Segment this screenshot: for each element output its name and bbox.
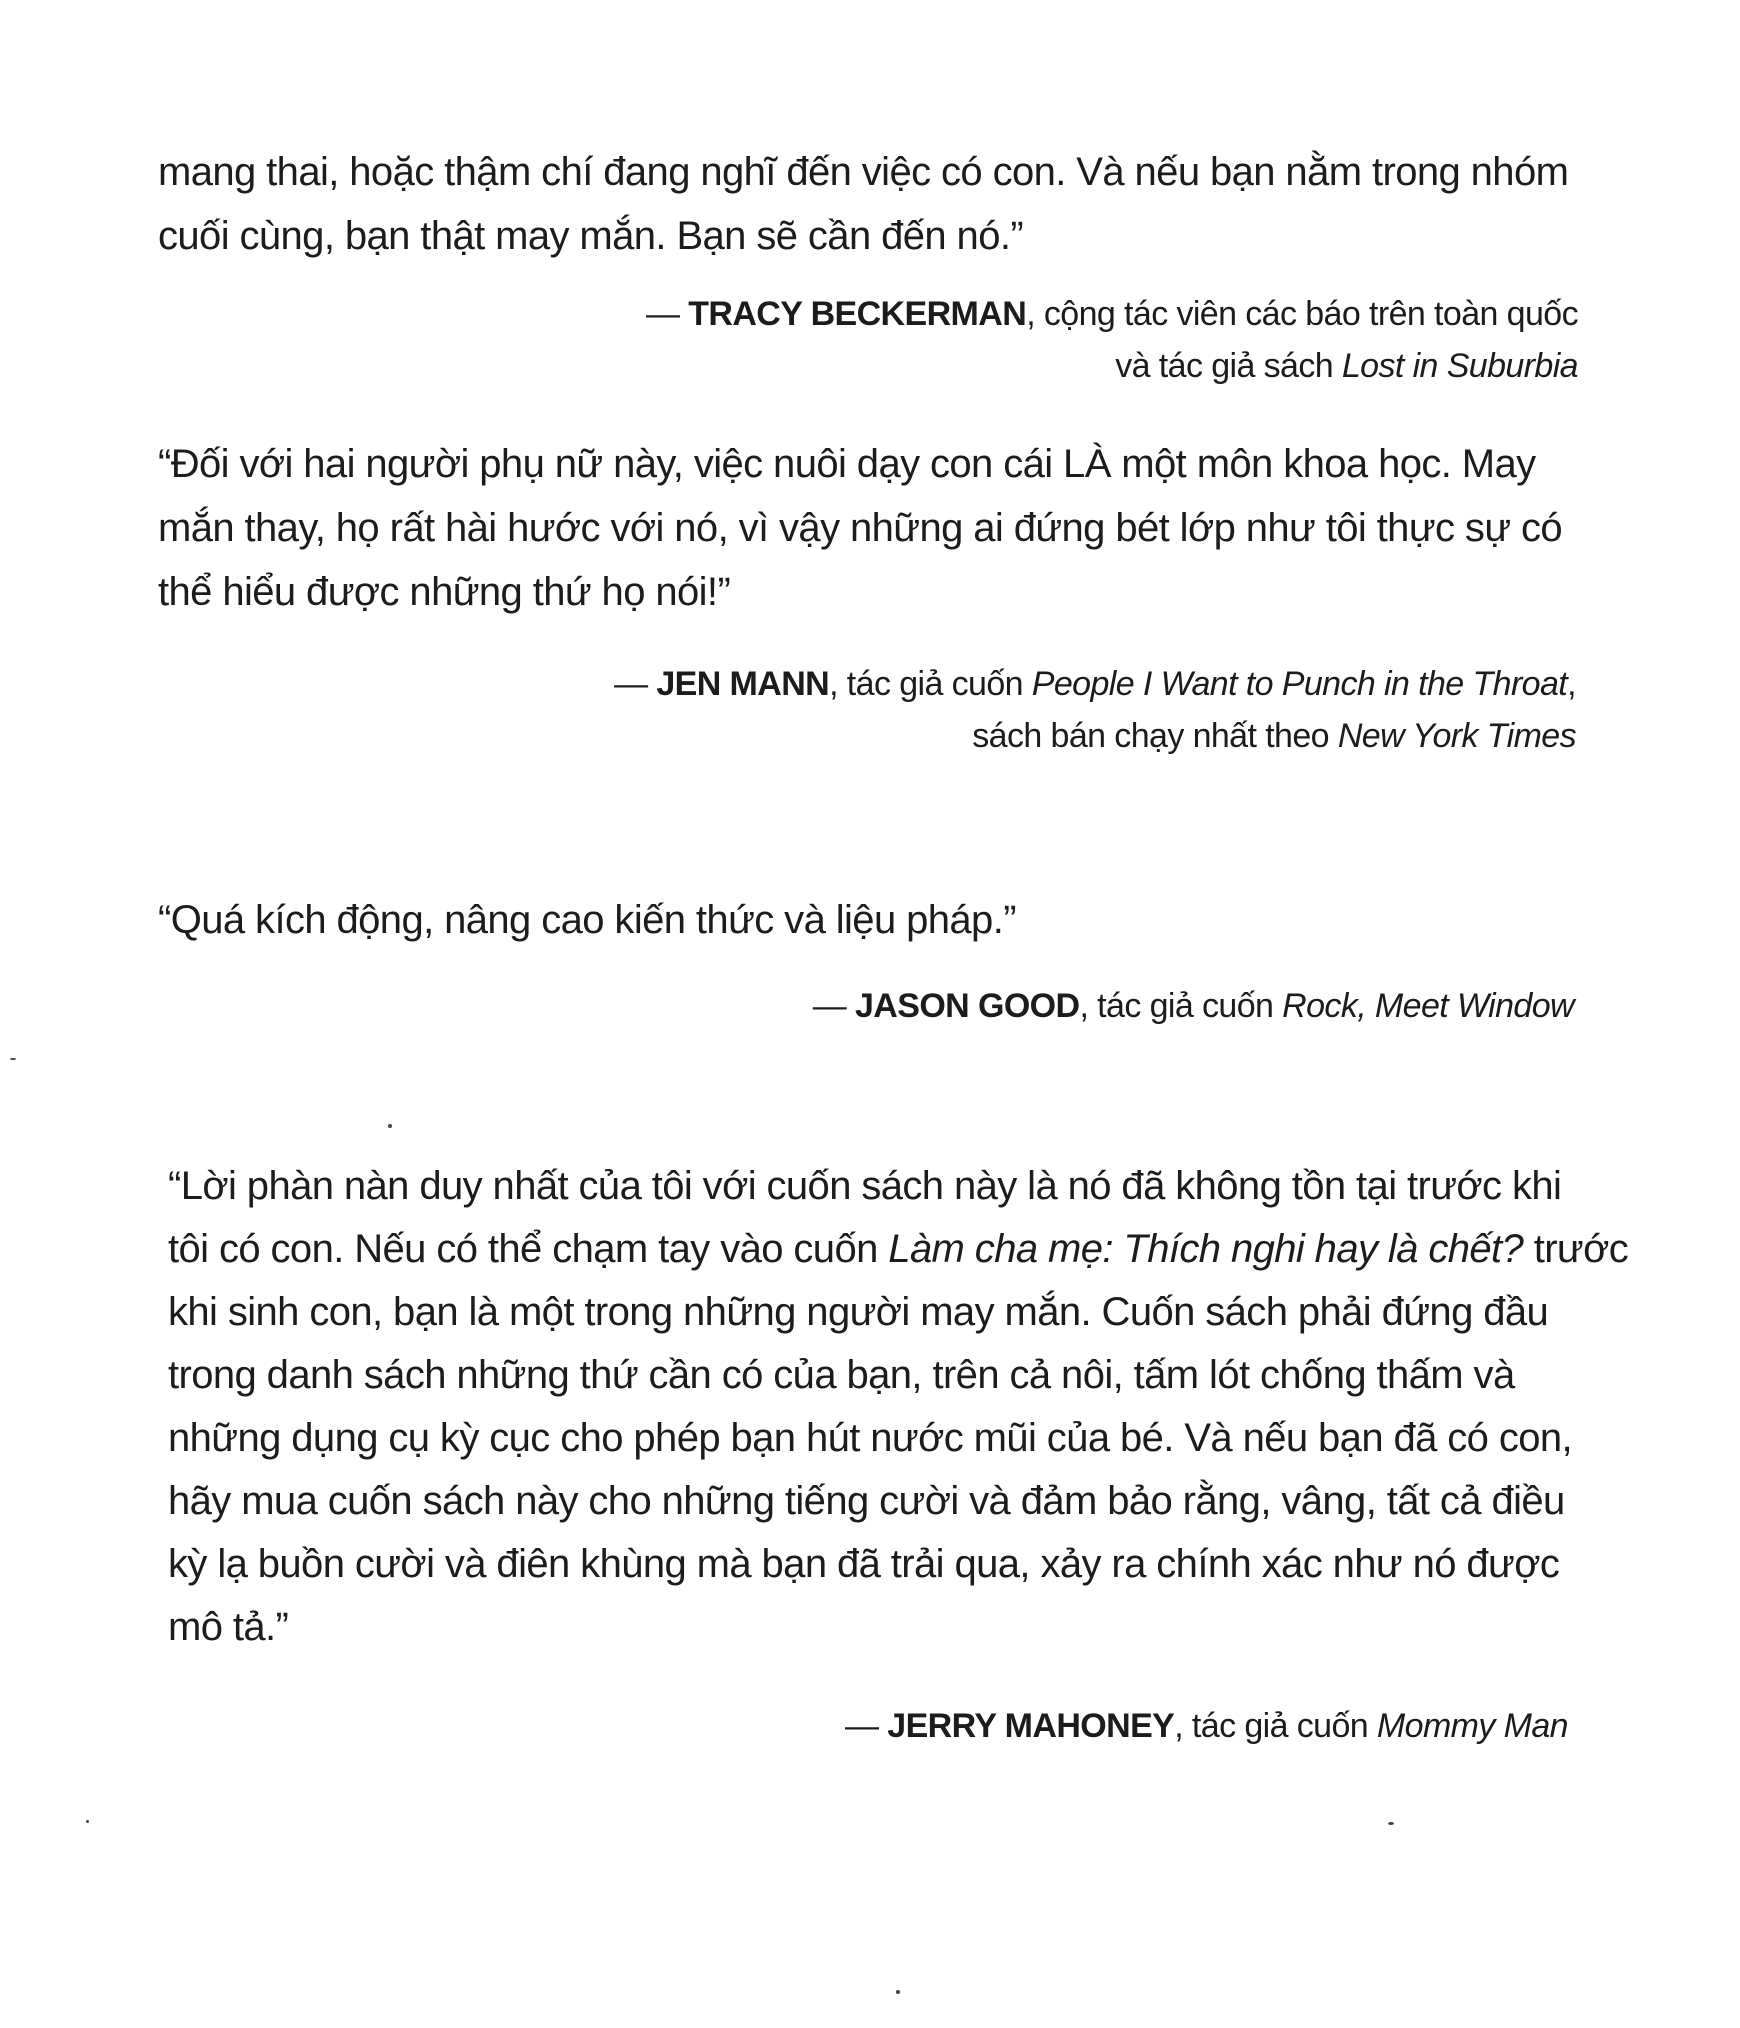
quote-line: khi sinh con, bạn là một trong những người may mắn. Cuốn sách phải đứng đầu (168, 1290, 1549, 1334)
quote-line: thể hiểu được những thứ họ nói!” (158, 570, 731, 614)
author-name: TRACY BECKERMAN (688, 295, 1027, 333)
quote-line: mô tả.” (168, 1605, 289, 1649)
author-role: , tác giả cuốn (1174, 1707, 1377, 1745)
author-role: và tác giả sách (1115, 347, 1342, 385)
work-title: Lost in Suburbia (1341, 347, 1578, 385)
dash: — (812, 987, 855, 1025)
quote-block-3 (158, 896, 1578, 956)
work-title: Rock, Meet Window (1282, 987, 1574, 1025)
quote-text: tôi có con. Nếu có thể chạm tay vào cuốn (168, 1227, 889, 1271)
attribution-1 (500, 292, 1578, 392)
quote-line: mang thai, hoặc thậm chí đang nghĩ đến việc có con. Và nếu bạn nằm trong nhóm (158, 150, 1569, 194)
scan-speck (896, 1990, 900, 1994)
scan-speck (86, 1820, 89, 1823)
quote-line (168, 1225, 1628, 1273)
quote-line: những dụng cụ kỳ cục cho phép bạn hút nước mũi của bé. Và nếu bạn đã có con, (168, 1416, 1573, 1460)
quote-block-2 (158, 440, 1578, 630)
attribution-line (813, 984, 1574, 1028)
work-title: New York Times (1337, 717, 1576, 755)
dash: — (645, 295, 689, 333)
author-role: sách bán chạy nhất theo (972, 717, 1338, 755)
punctuation: , (1567, 665, 1576, 703)
attribution-line (1115, 344, 1578, 388)
attribution-line (972, 714, 1576, 758)
attribution-line (614, 662, 1576, 706)
book-title: Làm cha mẹ: Thích nghi hay là chết? (888, 1227, 1524, 1271)
scan-speck (388, 1124, 392, 1128)
dash: — (614, 665, 657, 703)
quote-line: trong danh sách những thứ cần có của bạn, trên cả nôi, tấm lót chống thấm và (168, 1353, 1515, 1397)
author-name: JERRY MAHONEY (887, 1707, 1175, 1745)
author-name: JASON GOOD (855, 987, 1080, 1025)
author-role: , cộng tác viên các báo trên toàn quốc (1026, 295, 1578, 333)
author-name: JEN MANN (656, 665, 830, 703)
quote-line: cuối cùng, bạn thật may mắn. Bạn sẽ cần đến nó.” (158, 214, 1024, 258)
work-title: People I Want to Punch in the Throat (1031, 665, 1568, 703)
attribution-2 (500, 662, 1576, 762)
attribution-3 (500, 984, 1574, 1034)
scan-speck (1388, 1822, 1394, 1825)
quote-line: kỳ lạ buồn cười và điên khùng mà bạn đã trải qua, xảy ra chính xác như nó được (168, 1542, 1560, 1586)
quote-text: trước (1523, 1227, 1629, 1271)
quote-block-4 (168, 1162, 1629, 1682)
attribution-4 (500, 1704, 1568, 1754)
quote-line: mắn thay, họ rất hài hước với nó, vì vậy những ai đứng bét lớp như tôi thực sự có (158, 506, 1563, 550)
dash: — (845, 1707, 888, 1745)
quote-line: “Đối với hai người phụ nữ này, việc nuôi dạy con cái LÀ một môn khoa học. May (158, 442, 1536, 486)
quote-line: “Lời phàn nàn duy nhất của tôi với cuốn sách này là nó đã không tồn tại trước khi (168, 1164, 1562, 1208)
author-role: , tác giả cuốn (829, 665, 1032, 703)
scan-speck (10, 1058, 16, 1060)
quote-line: hãy mua cuốn sách này cho những tiếng cười và đảm bảo rằng, vâng, tất cả điều (168, 1479, 1565, 1523)
attribution-line (845, 1704, 1568, 1748)
author-role: , tác giả cuốn (1079, 987, 1283, 1025)
quote-block-1 (158, 148, 1578, 268)
quote-line: “Quá kích động, nâng cao kiến thức và liệu pháp.” (158, 898, 1016, 942)
work-title: Mommy Man (1376, 1707, 1568, 1745)
attribution-line (646, 292, 1578, 336)
